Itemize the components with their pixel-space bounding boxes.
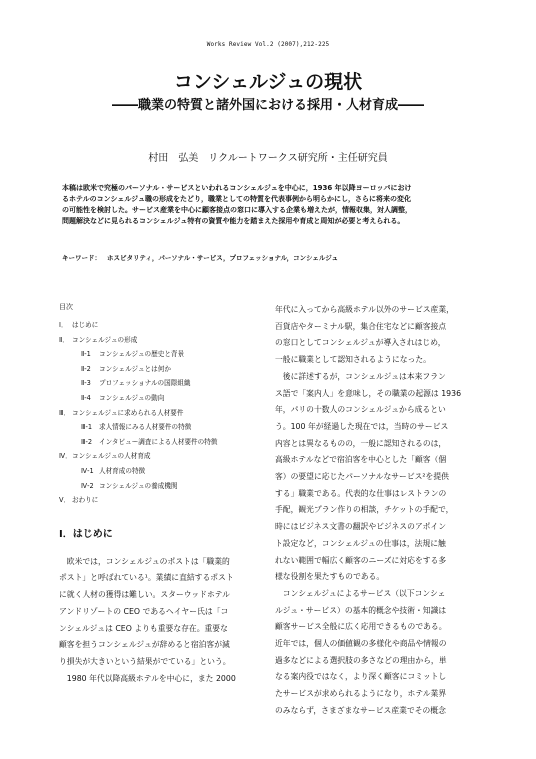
toc-item [59,435,259,450]
toc-item [59,362,259,377]
toc-item [59,333,259,348]
toc-number: Ⅱ-4 [81,393,91,402]
body-line: する」職業である。代表的な仕事はレストランの [275,488,447,498]
toc-label: コンシェルジュの人材育成 [72,452,151,461]
toc-label: はじめに [72,321,99,329]
abstract-line: るホテルのコンシェルジュ職の形成をたどり，職業としての特質を代表事例から明らかにし，さらに将来の変化 [62,195,412,203]
body-line: の窓口としてコンシェルジュが導入されはじめ， [275,338,446,348]
body-line: り損失が大きいという結果がでている」という。 [59,656,231,666]
toc-label: おわりに [72,496,99,505]
body-line: う。100 年が経過した現在では，当時のサービス [275,421,449,431]
body-line: れない範囲で幅広く顧客のニーズに対応をする多 [275,555,447,565]
table-of-contents [59,318,259,508]
toc-label: コンシェルジュの形成 [72,335,138,344]
toc-item [59,376,259,391]
toc-label: 人材育成の特徴 [99,466,146,475]
toc-number: Ⅳ-2 [81,481,94,490]
body-line: ト設定など，コンシェルジュの仕事は，法規に触 [275,538,446,548]
body-line: 1980 年代以降高級ホテルを中心に，また 2000 [59,673,236,683]
toc-item [59,406,259,421]
toc-number: Ⅲ-1 [81,423,93,432]
abstract [62,183,474,227]
body-line: ス語で「案内人」を意味し，その職業の起源は 1936 [275,388,462,398]
toc-label: コンシェルジュの養成機関 [99,481,178,490]
toc-heading: 目次 [59,303,73,311]
journal-header: Works Review Vol.2 (2007),212-225 [206,41,330,48]
body-line: コンシェルジュによるサービス（以下コンシェ [275,588,446,598]
paper-subtitle: ――職業の特質と諸外国における採用・人材育成―― [111,98,424,113]
toc-number: Ⅲ． [59,408,71,417]
left-column [59,302,259,687]
toc-number: Ⅰ． [59,321,68,329]
toc-item [59,479,259,494]
body-line: たサービスが求められるようになり，ホテル業界 [275,689,447,699]
body-line: 一般に職業として認知されるようになった。 [275,355,431,365]
body-line: アンドリゾートの CEO であるヘイヤー氏は「コ [59,606,229,616]
body-line: 内容とは異なるものの，一般に認知されるのは， [275,438,447,448]
toc-item [59,464,259,479]
toc-label: インタビュー調査による人材要件の特徴 [99,437,218,446]
toc-label: プロフェッショナルの国際組織 [99,379,191,388]
body-line: に就く人材の獲得は難しい。スターウッドホテル [59,590,230,600]
toc-number: Ⅲ-2 [81,437,93,446]
section-body [59,554,259,688]
toc-item [59,391,259,406]
body-line: 時にはビジネス文書の翻訳やビジネスのアポイン [275,522,447,532]
toc-number: Ⅱ． [59,335,69,344]
toc-item [59,318,259,333]
toc-label: コンシェルジュに求められる人材要件 [72,408,184,417]
body-line: 欧米では，コンシェルジュのポストは「職業的 [59,556,230,566]
abstract-line: の可能性を検討した。サービス産業を中心に顧客接点の窓口に導入する企業も増えたが，情報収集，対人調整， [62,206,412,214]
toc-label: コンシェルジュの歴史と背景 [99,350,185,359]
body-line: 百貨店やターミナル駅，集合住宅などに顧客接点 [275,321,447,331]
body-line: ンシェルジュは CEO よりも重要な存在。重要な [59,623,228,633]
toc-label: 求人情報にみる人材要件の特徴 [99,423,192,432]
paper-title: コンシェルジュの現状 [173,71,363,93]
toc-number: Ⅳ． [59,452,72,461]
body-line: 手配，観光プラン作りの相談，チケットの手配で， [275,505,454,515]
body-line: 顧客サービス全般に広く応用できるものである。 [275,622,447,632]
toc-number: Ⅴ． [59,496,71,505]
body-line: 後に詳述するが，コンシェルジュは本来フラン [275,371,446,381]
toc-number: Ⅱ-1 [81,350,91,359]
body-line: 様な役割を果たすものである。 [275,572,385,582]
keywords-label: キーワード： [62,254,101,262]
body-line: のみならず，さまざまなサービス産業でその概念 [275,705,446,715]
keywords [62,253,474,262]
body-line: ポスト」と呼ばれている¹。業績に直結するポスト [59,573,234,583]
body-line: 過多などによる選択肢の多さなどの理由から，単 [275,655,447,665]
toc-number: Ⅱ-2 [81,364,91,373]
body-line: 年代に入ってから高級ホテル以外のサービス産業， [275,305,454,314]
body-line: 近年では，個人の価値観の多様化や商品や情報の [275,639,447,649]
right-column [275,302,485,720]
toc-label: コンシェルジュとは何か [99,364,171,373]
toc-item [59,347,259,362]
body-line: 高級ホテルなどで宿泊客を中心とした「顧客（個 [275,455,447,465]
abstract-line: 本稿は欧米で究極のパーソナル・サービスといわれるコンシェルジュを中心に，1936 年以降ヨーロッパにおけ [62,184,412,192]
toc-item [59,420,259,435]
section-heading: Ⅰ．はじめに [59,528,113,540]
author-line: 村田 弘美 リクルートワークス研究所・主任研究員 [148,153,388,164]
toc-label: コンシェルジュの動向 [99,393,165,402]
body-line: ルジュ・サービス）の基本的概念や技術・知識は [275,605,447,615]
toc-number: Ⅱ-3 [81,379,91,388]
body-line: なる案内役ではなく，より深く顧客にコミットし [275,672,447,682]
toc-item [59,449,259,464]
body-line: 年，パリの十数人のコンシェルジュから成るとい [275,405,446,415]
toc-number: Ⅳ-1 [81,466,94,475]
body-line: 顧客を担うコンシェルジュが辞めると宿泊客が減 [59,640,230,650]
body-line: 客）の要望に応じたパーソナルなサービス²を提供 [275,472,449,482]
toc-item [59,493,259,508]
abstract-line: 問題解決などに見られるコンシェルジュ特有の資質や能力を踏まえた採用や育成と周知が必要と考えられる。 [62,217,405,225]
keywords-text: ホスピタリティ，パーソナル・サービス，プロフェッショナル，コンシェルジュ [107,254,339,262]
